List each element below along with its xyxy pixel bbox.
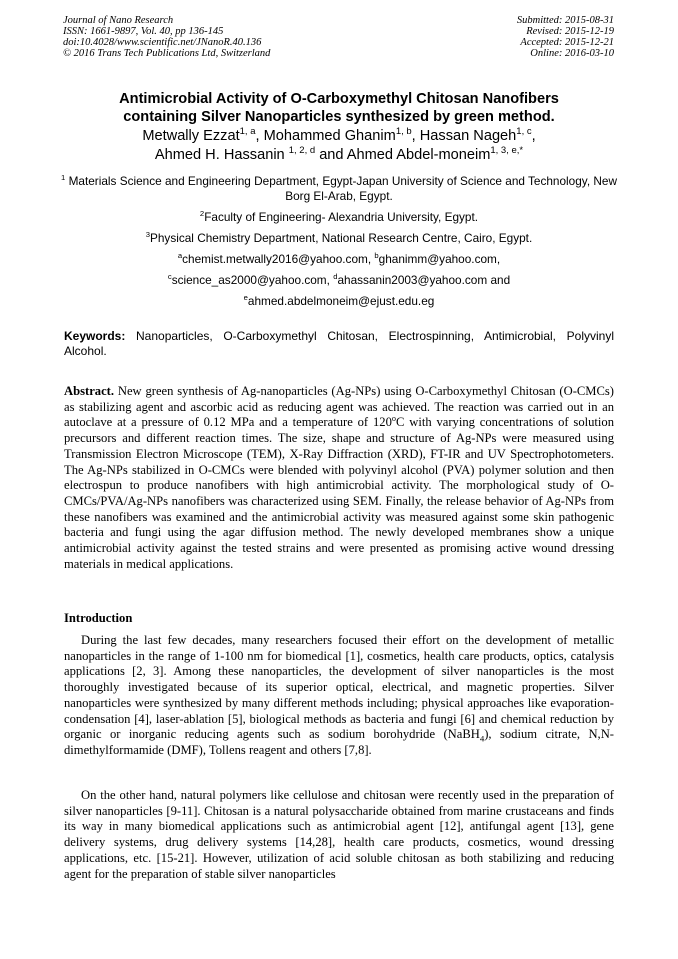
affiliation-1 (50, 174, 628, 204)
intro-paragraph-1 (64, 633, 614, 759)
author-affiliation-mark: 1, b (395, 126, 412, 138)
publication-dates (517, 15, 614, 59)
author-name: Ahmed Abdel-moneim (346, 147, 491, 163)
date-submitted: Submitted: 2015-08-31 (516, 15, 614, 26)
authors-line-2 (40, 146, 638, 165)
author-email: ahassanin2003@yahoo.com and (337, 273, 511, 287)
paper-title (40, 90, 638, 126)
keywords-text: Nanoparticles, O-Carboxymethyl Chitosan, Electrospinning, Antimicrobial, Polyvinyl Alcohol. (64, 329, 614, 358)
email-mark: a (177, 251, 183, 261)
author-name: Ahmed H. Hassanin (154, 147, 285, 163)
email-mark: c (167, 272, 172, 282)
authors-line-1: Metwally Ezzat$^{1, a}$, Mohammed Ghanim$^{1, b}$, Hassan Nageh$^{1, c}$, (142, 126, 536, 144)
emails-line-2 (50, 273, 628, 288)
affiliation-2 (50, 210, 628, 225)
author-name: Metwally Ezzat (142, 128, 240, 144)
date-online: Online: 2016-03-10 (530, 48, 614, 59)
author-email: ahmed.abdelmoneim@ejust.edu.eg (247, 294, 435, 308)
abstract-label: Abstract. (64, 384, 115, 398)
title-line-1: Antimicrobial Activity of O-Carboxymethyl Chitosan Nanofibers (119, 91, 559, 107)
journal-issn: ISSN: 1661-9897, Vol. 40, pp 136-145 (63, 26, 224, 37)
email-mark: d (333, 272, 338, 282)
email-mark: e (243, 293, 248, 303)
intro-paragraph-2: On the other hand, natural polymers like cellulose and chitosan were recently used in the preparation of silver nanoparticles [9-11]. Chitosan is a natural polysaccharide obtained from marine crustaceans and finds its way in many biomedical applications such as antimicrobial agent [12], antifungal agent [13], gene delivery systems, drug delivery systems [14,28], health care products, cosmetics, wound dressing applications, etc. [15-21]. However, utilization of acid soluble chitosan as both stabilizing and reducing agent for the preparation of stable silver nanoparticles (64, 788, 614, 881)
subscript: 4 (479, 733, 485, 744)
author-list (40, 127, 638, 165)
emails-line-3 (50, 294, 628, 309)
keywords (64, 329, 614, 359)
journal-doi: doi:10.4028/www.scientific.net/JNanoR.40.136 (63, 37, 262, 48)
emails-line-1 (50, 252, 628, 267)
author-email: ghanimm@yahoo.com, (378, 252, 501, 266)
affiliation-text: Materials Science and Engineering Department, Egypt-Japan University of Science and Technology, New Borg El-Arab, Egypt. (68, 174, 617, 203)
section-heading: Introduction (64, 611, 133, 625)
email-mark: b (374, 251, 379, 261)
date-revised: Revised: 2015-12-19 (526, 26, 614, 37)
date-accepted: Accepted: 2015-12-21 (520, 37, 614, 48)
author-email: chemist.metwally2016@yahoo.com, (182, 252, 372, 266)
journal-copyright: © 2016 Trans Tech Publications Ltd, Switzerland (63, 48, 271, 59)
author-affiliation-mark: 1, 2, d (288, 145, 316, 157)
affiliation-mark: 3 (145, 230, 150, 240)
paragraph-text-continued: ), sodium citrate, N,N-dimethylformamide (DMF), Tollens reagent and others [7,8]. (64, 727, 614, 757)
title-line-2: containing Silver Nanoparticles synthesized by green method. (123, 109, 555, 125)
affiliation-mark: 1 (61, 173, 66, 183)
author-name: Hassan Nageh (419, 128, 517, 144)
author-affiliation-mark: 1, a (239, 126, 256, 138)
journal-info (63, 15, 270, 59)
author-email: science_as2000@yahoo.com, (171, 273, 330, 287)
abstract (64, 384, 614, 572)
author-affiliation-mark: 1, 3, e,* (490, 145, 524, 157)
author-name: Mohammed Ghanim (263, 128, 396, 144)
paragraph-text: During the last few decades, many researchers focused their effort on the development of metallic nanoparticles in the range of 1-100 nm for biomedical [1], cosmetics, health care products, optics, catalysis applications [2, 3]. Among these nanoparticles, the development of silver nanoparticles is the most thoroughly investigated because of its superior optical, electrical, and magnetic properties. Silver nanoparticles were synthesized by many different methods including; physical approaches like evaporation-condensation [4], laser-ablation [5], biological methods as bacteria and fungi [6] and chemical reduction by organic or inorganic reducing agents such as sodium borohydride (NaBH (64, 633, 614, 742)
abstract-text: New green synthesis of Ag-nanoparticles (Ag-NPs) using O-Carboxymethyl Chitosan (O-CMCs) as stabilizing agent and ascorbic acid as reducing agent was achieved. The reaction was carried out in an autoclave at a pressure of 0.12 MPa and a temperature of 120 (64, 384, 614, 430)
abstract-text-continued: C with varying concentrations of solution precursors and different reaction times. The size, shape and structure of Ag-NPs were measured using Transmission Electron Microscope (TEM), X-Ray Diffraction (XRD), FT-IR and UV Spectrophotometers. The Ag-NPs stabilized in O-CMCs were blended with polyvinyl alcohol (PVA) polymer solution and then electrospun to produce nanofibers with high antimicrobial activity. The morphological study of O-CMCs/PVA/Ag-NPs nanofibers was characterized using SEM. Finally, the release behavior of Ag-NPs from these nanofibers was examined and the antimicrobial activity was measured against some skin pathogenic bacteria and fungi using the agar diffusion method. The newly developed membranes show a unique antimicrobial activity against the tested strains and were presented as promising active wound dressing materials in medical applications. (64, 415, 614, 571)
affiliation-3 (50, 231, 628, 246)
keywords-label: Keywords: (64, 329, 126, 343)
affiliation-mark: 2 (199, 209, 205, 219)
degree-mark: o (391, 414, 396, 424)
author-conjunction: and (319, 147, 344, 163)
author-affiliation-mark: 1, c (516, 126, 532, 138)
affiliation-text: Physical Chemistry Department, National Research Centre, Cairo, Egypt. (150, 231, 533, 245)
affiliation-text: Faculty of Engineering- Alexandria University, Egypt. (204, 210, 479, 224)
journal-name: Journal of Nano Research (63, 15, 174, 26)
